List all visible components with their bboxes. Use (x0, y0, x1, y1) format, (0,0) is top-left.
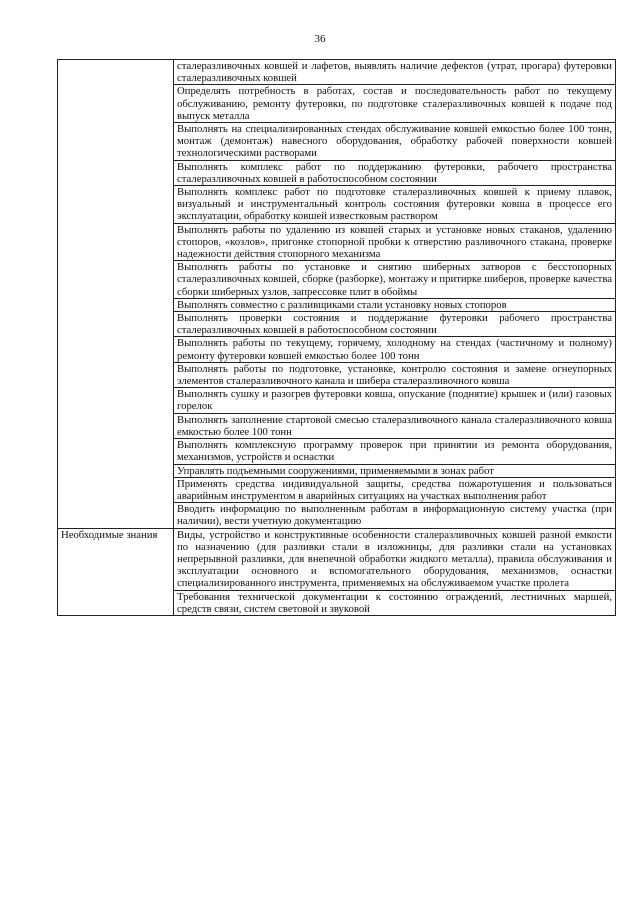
knowledge-cell: Виды, устройство и конструктивные особенности сталеразливочных ковшей разной емкости по назначению (для разливки стали в изложницы, для разливки стали на установках непрерывной разливки, для внепечной обработки жидкого металла), правила обслуживания и эксплуатации основного и вспомогательного оборудования, механизмов, оснастки специализированного инструмента, применяемых на обслуживаемом участке пролета (174, 528, 616, 590)
action-cell: Выполнять работы по подготовке, установке, контролю состояния и замене огнеупорных элементов сталеразливочного канала и шибера сталеразливочного ковша (174, 362, 616, 387)
knowledge-cell: Требования технической документации к состоянию ограждений, лестничных маршей, средств связи, систем световой и звуковой (174, 590, 616, 615)
action-cell: Выполнять сушку и разогрев футеровки ковша, опускание (поднятие) крышек и (или) газовых горелок (174, 388, 616, 413)
action-cell: Выполнять работы по удалению из ковшей старых и установке новых стаканов, удалению стопоров, «козлов», пригонке стопорной пробки к отверстию разливочного стакана, проверке надежности действия стопорного механизма (174, 223, 616, 261)
action-cell: Выполнять на специализированных стендах обслуживание ковшей емкостью более 100 тонн, монтаж (демонтаж) навесного оборудования, обработку рабочей поверхности ковшей технологическими растворами (174, 123, 616, 161)
action-cell: Выполнять заполнение стартовой смесью сталеразливочного канала сталеразливочного ковша емкостью более 100 тонн (174, 413, 616, 438)
action-cell: Выполнять работы по установке и снятию шиберных затворов с бесстопорных сталеразливочных ковшей, сборке (разборке), монтажу и притирке шиберов, проверке качества сборки шиберных узлов, запрессовке плит в обоймы (174, 261, 616, 299)
action-cell: Выполнять комплексную программу проверок при принятии из ремонта оборудования, механизмов, устройств и оснастки (174, 439, 616, 464)
label-cell-empty (58, 60, 174, 529)
action-cell: сталеразливочных ковшей и лафетов, выявлять наличие дефектов (утрат, прогара) футеровки сталеразливочных ковшей (174, 60, 616, 85)
action-cell: Вводить информацию по выполненным работам в информационную систему участка (при наличии), вести учетную документацию (174, 503, 616, 528)
action-cell: Выполнять работы по текущему, горячему, холодному на стендах (частичному и полному) ремонту футеровки ковшей емкостью более 100 тонн (174, 337, 616, 362)
action-cell: Определять потребность в работах, состав и последовательность работ по текущему обслуживанию, ремонту футеровки, по подготовке сталеразливочных ковшей к подаче под выпуск металла (174, 85, 616, 123)
action-cell: Выполнять комплекс работ по подготовке сталеразливочных ковшей к приему плавок, визуальный и инструментальный контроль состояния футеровки ковша в процессе его эксплуатации, обработку ковшей известковым раствором (174, 186, 616, 224)
action-cell: Выполнять совместно с разливщиками стали установку новых стопоров (174, 298, 616, 311)
action-cell: Выполнять комплекс работ по поддержанию футеровки, рабочего пространства сталеразливочных ковшей в работоспособном состоянии (174, 160, 616, 185)
action-cell: Выполнять проверки состояния и поддержание футеровки рабочего пространства сталеразливочных ковшей в работоспособном состоянии (174, 312, 616, 337)
requirements-table (57, 59, 616, 616)
page-number: 36 (314, 33, 326, 45)
table-row (58, 60, 616, 85)
action-cell: Управлять подъемными сооружениями, применяемыми в зонах работ (174, 464, 616, 477)
action-cell: Применять средства индивидуальной защиты, средства пожаротушения и пользоваться аварийным инструментом в аварийных ситуациях на участках выполнения работ (174, 477, 616, 502)
knowledge-label: Необходимые знания (58, 528, 174, 615)
table-row (58, 528, 616, 590)
